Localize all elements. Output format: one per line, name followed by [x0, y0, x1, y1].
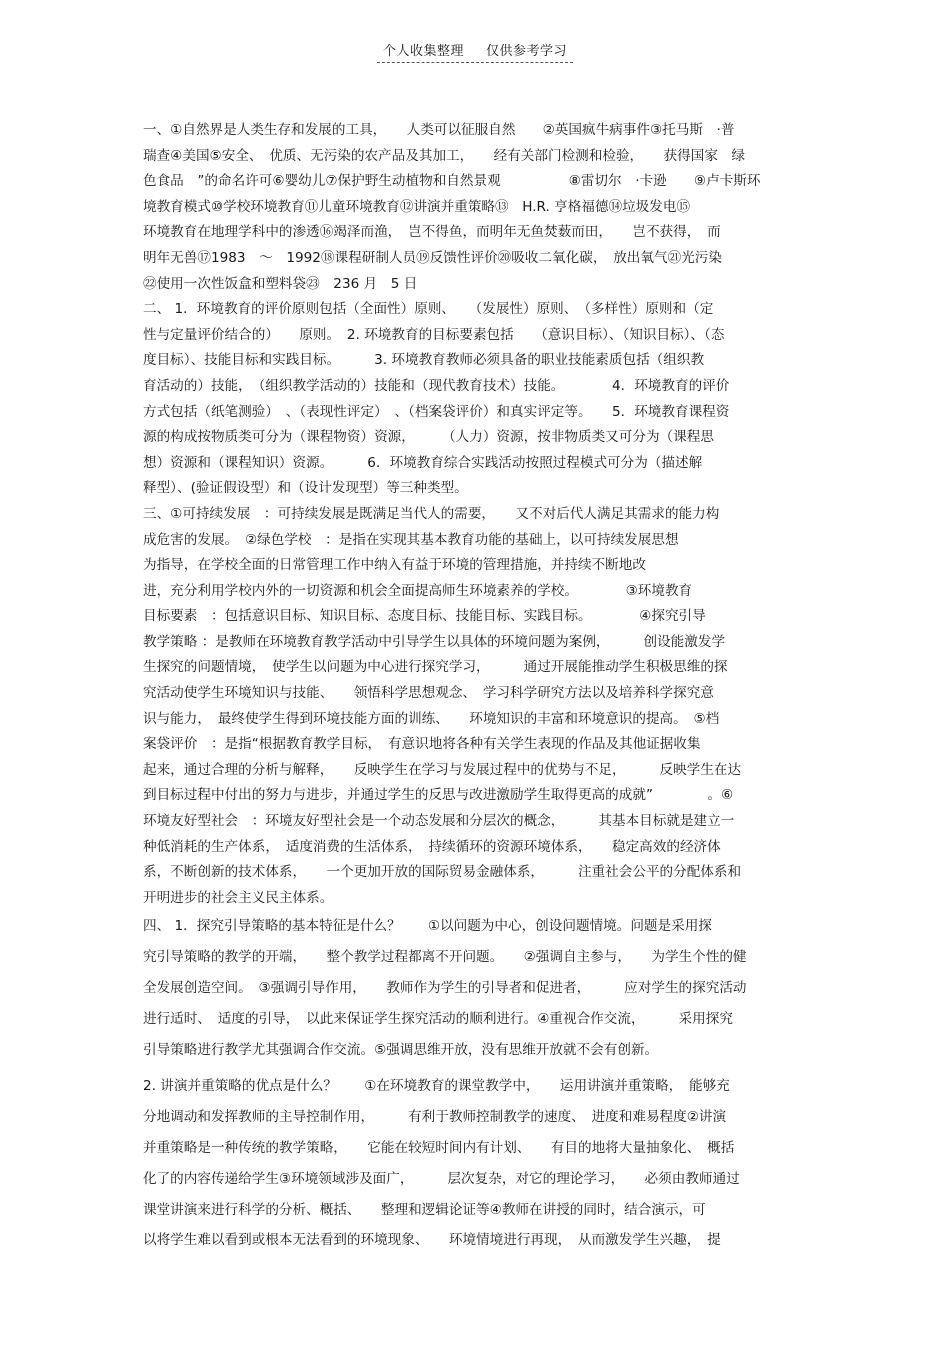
text-line: 想）资源和（课程知识）资源。 6．环境教育综合实践活动按照过程模式可分为（描述解: [143, 454, 703, 471]
text-line: 生探究的问题情境， 使学生以问题为中心进行探究学习， 通过开展能推动学生积极思维的探: [143, 659, 728, 676]
text-line: 种低消耗的生产体系， 适度消费的生活体系， 持续循环的资源环境体系， 稳定高效的经济体: [143, 838, 721, 855]
text-line: 化了的内容传递给学生③环境领域涉及面广， 层次复杂，对它的理论学习， 必须由教师通过: [143, 1170, 740, 1187]
text-line: 瑞查④美国⑤安全、 优质、无污染的农产品及其加工， 经有关部门检测和检验， 获得国家 绿: [143, 147, 746, 164]
text-line: 明年无兽⑰1983 ～ 1992⑱课程研制人员⑲反馈性评价⑳吸收二氧化碳， 放出氧气㉑光污染: [143, 249, 722, 266]
text-line: 识与能力， 最终使学生得到环境技能方面的训练、 环境知识的丰富和环境意识的提高。 ⑤档: [143, 710, 720, 727]
text-line: 2. 讲演并重策略的优点是什么？ ①在环境教育的课堂教学中， 运用讲演并重策略， 能够充: [143, 1078, 730, 1095]
text-line: 一、①自然界是人类生存和发展的工具， 人类可以征服自然 ②英国疯牛病事件③托马斯 ·普: [143, 122, 735, 138]
header-right-text: 仅供参考学习: [486, 44, 568, 59]
text-line: 教学策略 ：是教师在环境教育教学活动中引导学生以具体的环境问题为案例， 创设能激发学: [143, 633, 726, 650]
text-line: 源的构成按物质类可分为（课程物资）资源， （人力）资源，按非物质类又可分为（课程思: [143, 429, 714, 446]
text-line: 以将学生难以看到或根本无法看到的环境现象、 环境情境进行再现， 从而激发学生兴趣， 提: [143, 1232, 721, 1249]
section-5-short-answer: [143, 1071, 807, 1256]
header-left-text: 个人收集整理: [382, 44, 464, 59]
text-line: 究活动使学生环境知识与技能、 领悟科学思想观念、 学习科学研究方法以及培养科学探究意: [143, 685, 714, 702]
text-line: 二、 1．环境教育的评价原则包括（全面性）原则、 （发展性）原则、 （多样性）原则和（定: [143, 301, 714, 318]
text-line: 进，充分利用学校内外的一切资源和机会全面提高师生环境素养的学校。 ③环境教育: [143, 582, 693, 599]
section-3-definitions: [143, 502, 807, 912]
text-line: 境教育模式⑩学校环境教育⑪儿童环境教育⑫讲演并重策略⑬ H.R. 亨格福德⑭垃圾发电⑮: [143, 198, 691, 215]
text-line: 释型）、(验证假设型）和（设计发现型）等三种类型。: [143, 480, 468, 497]
text-line: 为指导，在学校全面的日常管理工作中纳入有益于环境的管理措施，并持续不断地改: [143, 557, 646, 574]
text-line: 课堂讲演来进行科学的分析、概括、 整理和逻辑论证等④教师在讲授的同时，结合演示，可: [143, 1201, 706, 1218]
text-line: 究引导策略的教学的开端， 整个教学过程都离不开问题。 ②强调自主参与， 为学生个性的健: [143, 949, 747, 966]
text-line: 性与定量评价结合的） 原则。 2. 环境教育的目标要素包括 （意识目标）、（知识目标）、（态: [143, 326, 725, 343]
text-line: 成危害的发展。 ②绿色学校 ：是指在实现其基本教育功能的基础上，以可持续发展思想: [143, 531, 679, 548]
page-header: [0, 40, 950, 63]
section-4-short-answer: [143, 911, 807, 1065]
section-2-blank-answers: [143, 297, 807, 502]
text-line: 环境友好型社会 ：环境友好型社会是一个动态发展和分层次的概念， 其基本目标就是建立一: [143, 813, 735, 830]
text-line: 四、 1．探究引导策略的基本特征是什么？ ①以问题为中心，创设问题情境。问题是采用探: [143, 918, 712, 935]
text-line: 方式包括（纸笔测验） 、（表现性评定） 、（档案袋评价）和真实评定等。 5．环境教育课程资: [143, 403, 730, 420]
text-line: 育活动的）技能， （组织教学活动的）技能和（现代教育技术）技能。 4．环境教育的评价: [143, 377, 730, 394]
document-body: [143, 118, 807, 1256]
header-rule: [377, 40, 573, 63]
text-line: 分地调动和发挥教师的主导控制作用， 有利于教师控制教学的速度、 进度和难易程度②讲演: [143, 1109, 727, 1126]
text-line: 目标要素 ：包括意识目标、知识目标、态度目标、技能目标、实践目标。 ④探究引导: [143, 608, 706, 625]
text-line: 度目标）、技能目标和实践目标。 3. 环境教育教师必须具备的职业技能素质包括（组织教: [143, 352, 705, 369]
text-line: 到目标过程中付出的努力与进步，并通过学生的反思与改进激励学生取得更高的成就” 。⑥: [143, 787, 734, 804]
text-line: ㉒使用一次性饭盒和塑料袋㉓ 236 月 5 日: [143, 275, 418, 292]
text-line: 三、①可持续发展 ：可持续发展是既满足当代人的需要， 又不对后代人满足其需求的能力构: [143, 505, 720, 522]
text-line: 进行适时、 适度的引导， 以此来保证学生探究活动的顺利进行。④重视合作交流， 采用探究: [143, 1010, 733, 1027]
text-line: 全发展创造空间。 ③强调引导作用， 教师作为学生的引导者和促进者， 应对学生的探究活动: [143, 980, 747, 996]
section-1-fill-in-answers: [143, 118, 807, 297]
text-line: 案袋评价 ：是指“根据教育教学目标， 有意识地将各种有关学生表现的作品及其他证据收集: [143, 736, 701, 753]
text-line: 系，不断创新的技术体系， 一个更加开放的国际贸易金融体系， 注重社会公平的分配体系和: [143, 864, 742, 881]
text-line: 开明进步的社会主义民主体系。: [143, 889, 334, 906]
text-line: 色食品 ”的命名许可⑥婴幼儿⑦保护野生动植物和自然景观 ⑧雷切尔 ·卡逊 ⑨卢卡斯环: [143, 173, 761, 190]
text-line: 环境教育在地理学科中的渗透⑯竭泽而渔， 岂不得鱼，而明年无鱼焚薮而田， 岂不获得， 而: [143, 224, 721, 241]
text-line: 引导策略进行教学尤其强调合作交流。⑤强调思维开放，没有思维开放就不会有创新。: [143, 1041, 659, 1058]
text-line: 起来，通过合理的分析与解释， 反映学生在学习与发展过程中的优势与不足， 反映学生在达: [143, 761, 742, 778]
text-line: 并重策略是一种传统的教学策略， 它能在较短时间内有计划、 有目的地将大量抽象化、 概括: [143, 1139, 735, 1156]
